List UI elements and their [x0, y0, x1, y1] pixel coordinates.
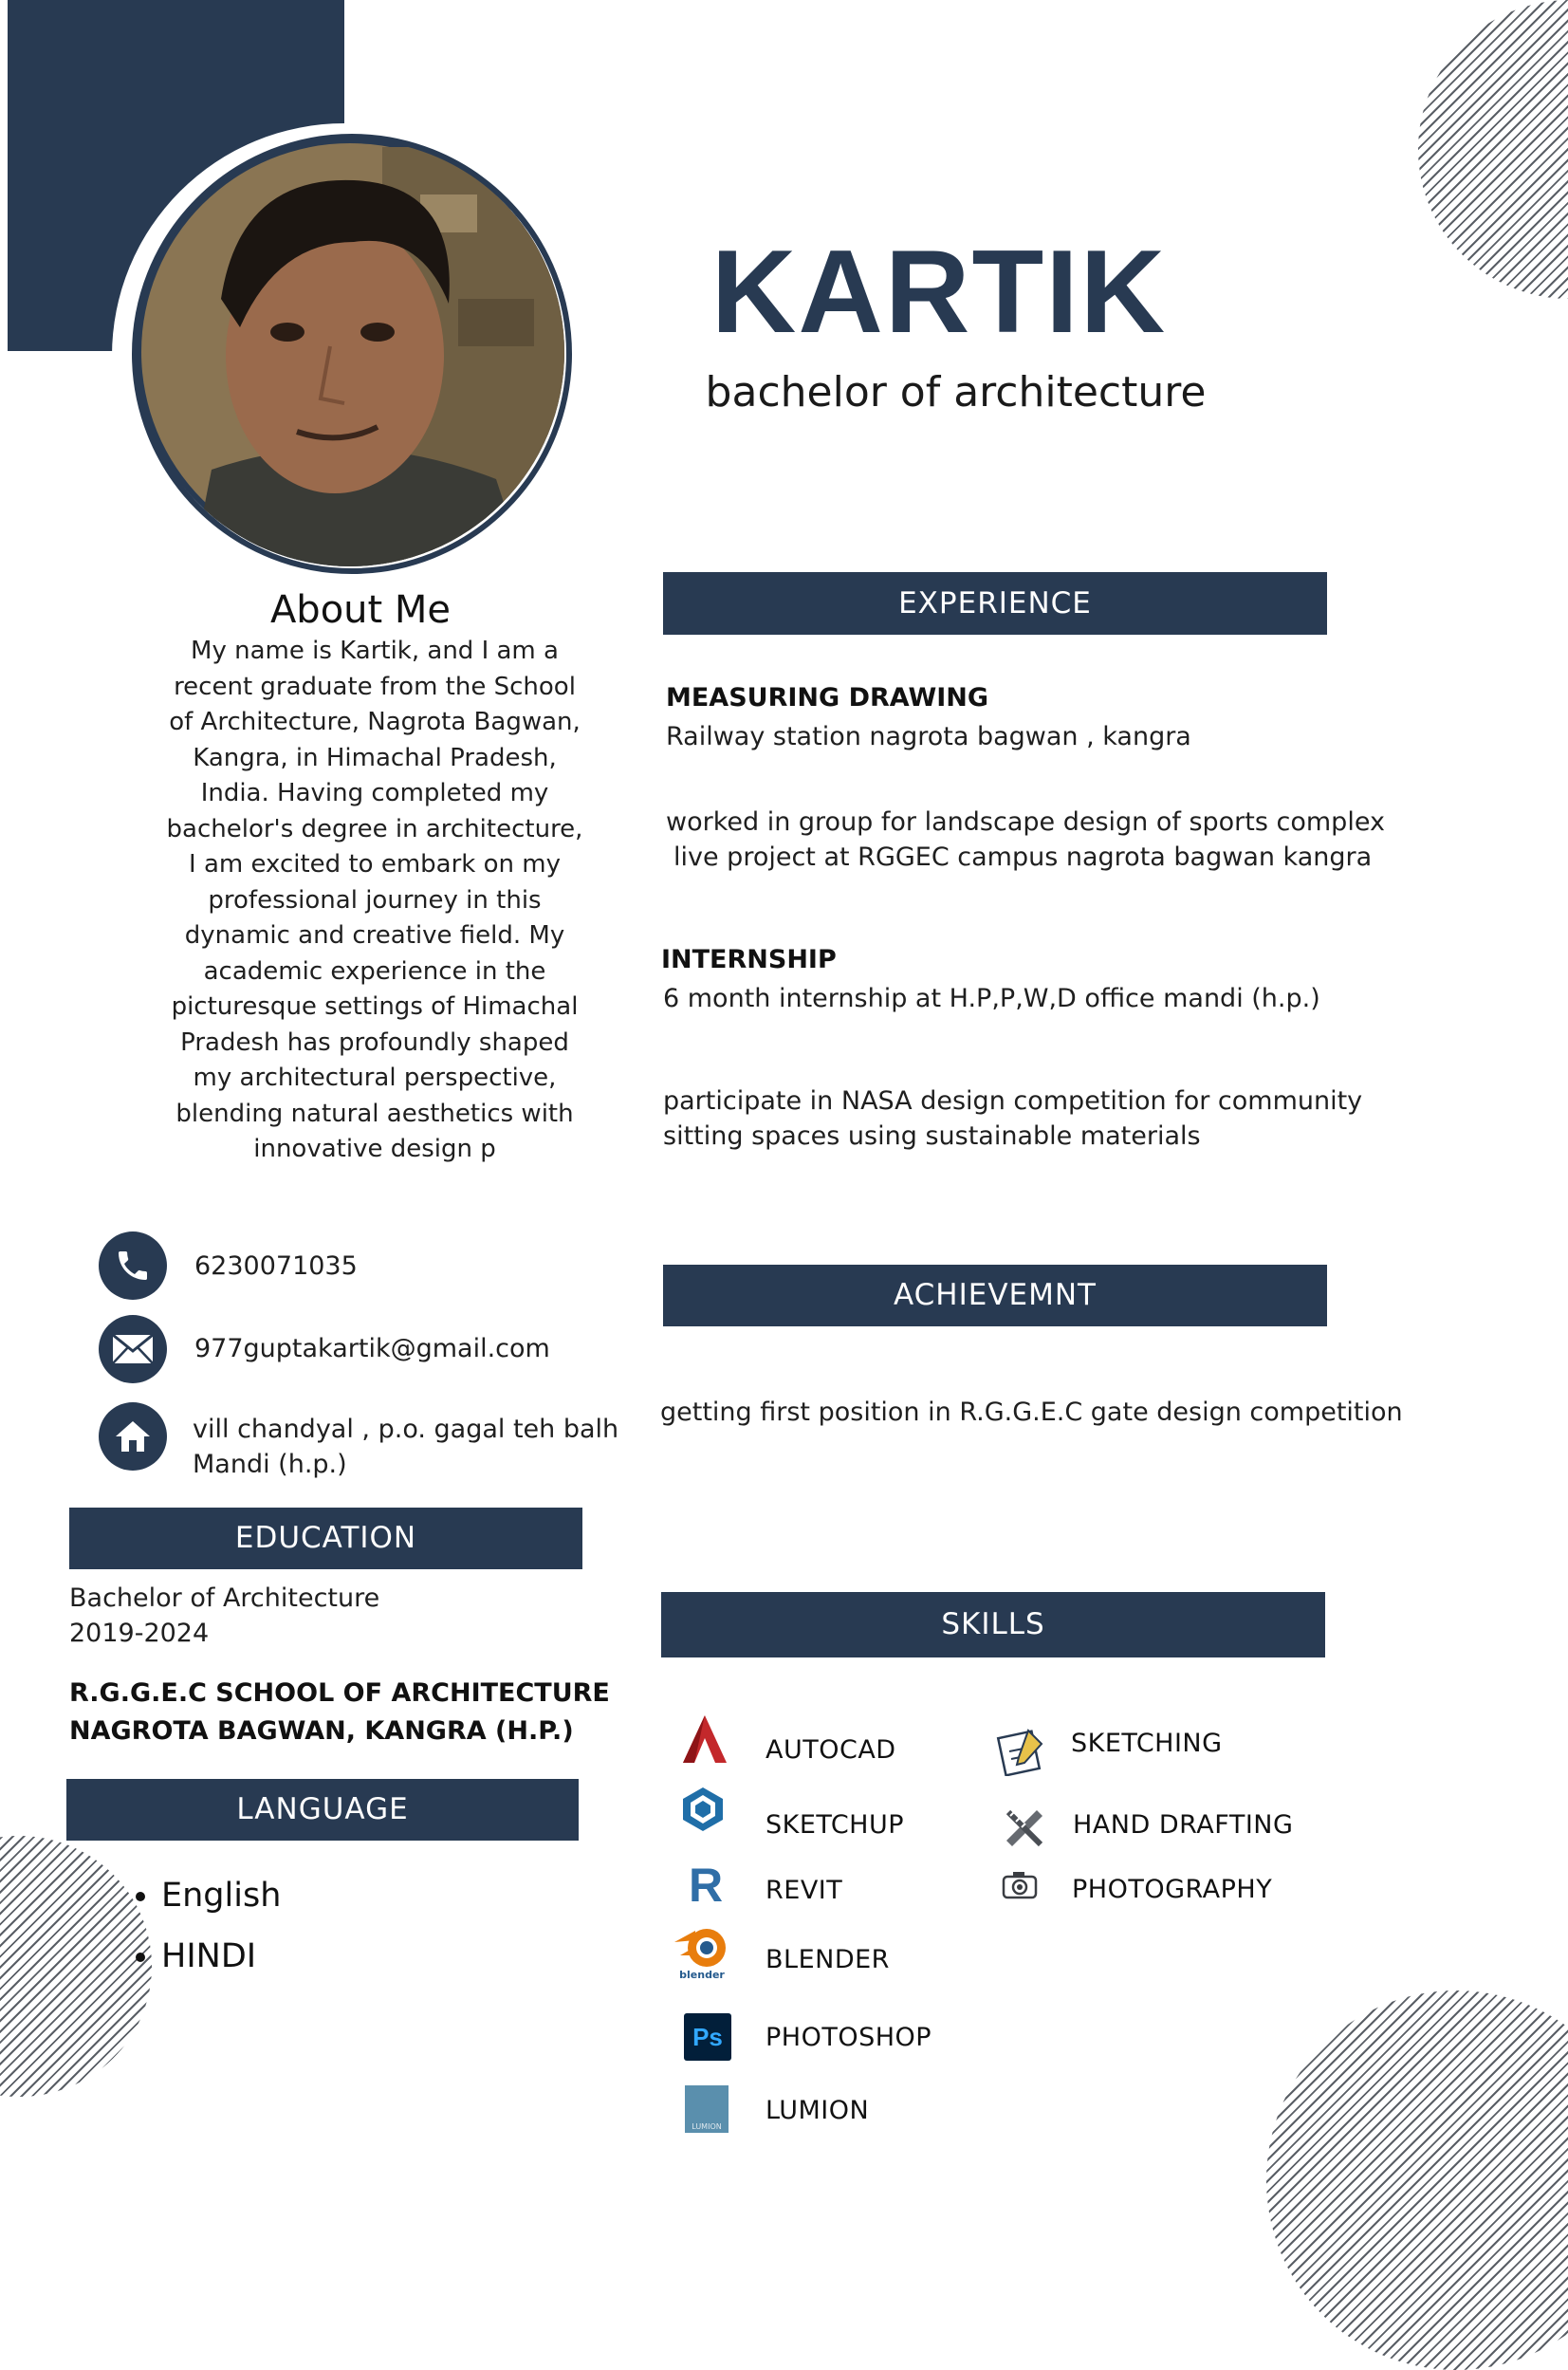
language-header: LANGUAGE — [66, 1779, 579, 1841]
phone-number[interactable]: 6230071035 — [194, 1251, 358, 1281]
about-text — [128, 634, 621, 1168]
education-school — [69, 1675, 610, 1750]
about-line: of Architecture, Nagrota Bagwan, — [169, 708, 581, 736]
degree-years: 2019-2024 — [69, 1619, 210, 1648]
achievement-header: ACHIEVEMNT — [663, 1265, 1327, 1326]
profile-photo-border — [132, 134, 572, 574]
name-heading: KARTIK — [710, 227, 1168, 358]
about-line: My name is Kartik, and I am a — [191, 637, 559, 665]
photoshop-icon — [684, 2013, 731, 2061]
skill-revit: REVIT — [766, 1876, 843, 1905]
skill-hand-drafting: HAND DRAFTING — [1073, 1810, 1294, 1840]
skill-photoshop: PHOTOSHOP — [766, 2023, 932, 2052]
about-line: recent graduate from the School — [174, 672, 576, 701]
skills-header: SKILLS — [661, 1592, 1325, 1657]
address-line: vill chandyal , p.o. gagal teh balh — [193, 1415, 619, 1444]
internship-desc: 6 month internship at H.P,P,W,D office mandi (h.p.) — [663, 984, 1320, 1013]
lumion-icon-text: LUMION — [692, 2122, 722, 2131]
measuring-title: MEASURING DRAWING — [666, 683, 989, 713]
address-line: Mandi (h.p.) — [193, 1450, 347, 1479]
email-address[interactable]: 977guptakartik@gmail.com — [194, 1334, 550, 1363]
sketchup-icon — [677, 1784, 729, 1835]
subtitle: bachelor of architecture — [705, 368, 1207, 417]
school-line: R.G.G.E.C SCHOOL OF ARCHITECTURE — [69, 1678, 610, 1708]
about-line: innovative design p — [253, 1135, 496, 1163]
revit-icon — [680, 1857, 731, 1908]
about-line: dynamic and creative field. My — [184, 921, 565, 950]
camera-icon — [997, 1865, 1042, 1903]
achievement-text: getting first position in R.G.G.E.C gate design competition — [660, 1398, 1403, 1427]
landscape-line: worked in group for landscape design of sports complex — [666, 807, 1385, 837]
nasa-line: participate in NASA design competition for community — [663, 1086, 1363, 1116]
autocad-icon — [679, 1713, 730, 1765]
about-line: bachelor's degree in architecture, — [166, 814, 583, 843]
lumion-icon — [685, 2085, 729, 2133]
about-line: I am excited to embark on my — [189, 850, 561, 879]
skill-lumion: LUMION — [766, 2096, 870, 2125]
about-line: Pradesh has profoundly shaped — [180, 1028, 569, 1057]
home-icon — [99, 1402, 167, 1471]
language-list — [123, 1865, 281, 1987]
photoshop-icon-text: Ps — [692, 2022, 723, 2051]
about-line: Kangra, in Himachal Pradesh, — [193, 743, 557, 772]
language-item: • English — [161, 1865, 281, 1926]
measuring-desc: Railway station nagrota bagwan , kangra — [666, 722, 1191, 751]
education-degree — [69, 1581, 379, 1651]
nasa-desc — [663, 1083, 1362, 1154]
skill-sketching: SKETCHING — [1071, 1729, 1223, 1758]
about-line: academic experience in the — [203, 956, 546, 986]
language-item: • HINDI — [161, 1926, 281, 1987]
school-line: NAGROTA BAGWAN, KANGRA (H.P.) — [69, 1716, 574, 1746]
blender-icon-text: blender — [679, 1968, 725, 1981]
address — [193, 1412, 618, 1482]
hatched-circle-top-right — [1418, 0, 1568, 299]
about-title: About Me — [269, 588, 452, 632]
blender-icon — [671, 1918, 733, 1985]
landscape-line: live project at RGGEC campus nagrota bagwan kangra — [673, 842, 1373, 872]
about-line: India. Having completed my — [200, 779, 549, 807]
internship-title: INTERNSHIP — [661, 945, 837, 974]
landscape-desc — [666, 805, 1385, 875]
skill-blender: BLENDER — [766, 1945, 890, 1974]
about-line: blending natural aesthetics with — [175, 1099, 574, 1128]
hatched-circle-bottom-right — [1266, 1990, 1568, 2370]
about-line: professional journey in this — [208, 885, 542, 915]
about-line: my architectural perspective, — [193, 1064, 557, 1092]
education-header: EDUCATION — [69, 1508, 582, 1569]
nasa-line: sitting spaces using sustainable materials — [663, 1121, 1201, 1151]
svg-text:R: R — [689, 1859, 724, 1907]
phone-icon — [99, 1231, 167, 1300]
degree-name: Bachelor of Architecture — [69, 1583, 380, 1613]
skill-autocad: AUTOCAD — [766, 1735, 896, 1765]
about-line: picturesque settings of Himachal — [171, 992, 579, 1021]
envelope-icon — [99, 1315, 167, 1383]
skill-sketchup: SKETCHUP — [766, 1810, 905, 1840]
hand-drafting-icon — [998, 1802, 1049, 1853]
sketching-icon — [996, 1725, 1047, 1776]
experience-header: EXPERIENCE — [663, 572, 1327, 635]
skill-photography: PHOTOGRAPHY — [1072, 1875, 1273, 1904]
